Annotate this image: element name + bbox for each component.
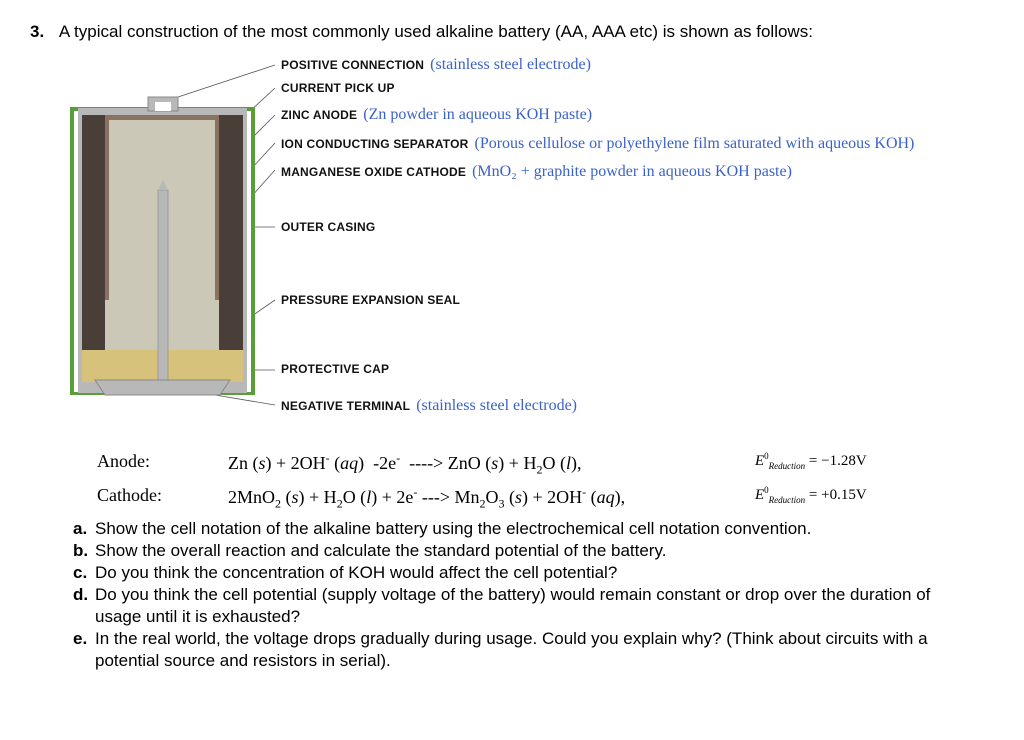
equation-segment: ), [570,453,582,473]
equation-segment: s [491,453,499,473]
equation-segment: 2 [536,462,543,477]
item-text: Show the cell notation of the alkaline battery using the electrochemical cell notation convention. [95,519,812,538]
item-key: e. [73,629,88,648]
label-name: PRESSURE EXPANSION SEAL [281,293,461,307]
e-symbol: E [755,453,765,469]
equation-segment: l [366,487,372,507]
label-name: PROTECTIVE CAP [281,362,390,376]
equation-segment: ) + 2e [371,487,414,507]
item-text: In the real world, the voltage drops gradually during usage. Could you explain why? (Think about circuits with a potential source and resistors in serial). [95,629,928,670]
equation-segment: ---> Mn [417,487,480,507]
diagram-label [281,163,792,181]
sub-question-a [73,518,975,540]
equation-segment: ) + H [298,487,337,507]
cathode-equation [228,485,625,512]
equation-segment: ), [614,487,626,507]
equation-segment: s [291,487,299,507]
item-key: d. [73,585,89,604]
equation-segment: ----> ZnO ( [400,453,492,473]
equation-segment: ) + 2OH [522,487,583,507]
item-key: b. [73,541,89,560]
e-sup: 0 [764,485,769,495]
label-note: (MnO₂ + graphite powder in aqueous KOH paste) [472,163,792,180]
sub-questions [73,518,975,672]
label-note: (Zn powder in aqueous KOH paste) [363,106,593,123]
equation-segment: - [582,485,587,499]
equation-segment: ) + 2OH [265,453,326,473]
item-key: c. [73,563,88,582]
diagram-label [281,293,460,307]
equation-segment: aq [596,487,615,507]
label-name: OUTER CASING [281,220,376,234]
diagram-label [281,81,395,95]
sub-question-c [73,562,975,584]
item-text: Show the overall reaction and calculate the standard potential of the battery. [95,541,667,560]
equation-segment: Zn ( [228,453,259,473]
equation-segment: l [565,453,571,473]
label-name: ZINC ANODE [281,108,358,122]
diagram-label [281,135,914,153]
equation-segment: 2 [275,496,282,511]
equation-segment: aq [340,453,359,473]
anode-e-value: = −1.28V [808,453,867,469]
label-name: NEGATIVE TERMINAL [281,399,411,413]
e-sub: Reduction [768,461,806,471]
equation-segment: s [514,487,522,507]
anode-label: Anode: [97,451,150,471]
equation-segment: ( [504,487,515,507]
equation-segment: 3 [498,496,505,511]
equation-segment: ) + H [498,453,537,473]
label-name: POSITIVE CONNECTION [281,58,425,72]
item-text: Do you think the cell potential (supply voltage of the battery) would remain constant or drop over the duration of usage until it is exhausted? [95,585,931,626]
anode-potential [755,451,867,471]
diagram-label [281,106,592,124]
anode-equation [228,451,581,478]
equation-segment: - [413,485,418,499]
label-name: MANGANESE OXIDE CATHODE [281,165,467,179]
e-symbol: E [755,487,765,503]
diagram-label [281,397,577,415]
sub-question-b [73,540,975,562]
diagram-label [281,56,591,74]
equation-segment: O ( [542,453,566,473]
cathode-e-value: = +0.15V [808,487,867,503]
label-name: ION CONDUCTING SEPARATOR [281,137,469,151]
equation-segment: ( [329,453,341,473]
sub-question-d [73,584,975,628]
diagram-label [281,220,375,234]
item-text: Do you think the concentration of KOH would affect the cell potential? [95,563,618,582]
equation-segment: 2 [479,496,486,511]
equation-segment: ( [281,487,292,507]
cathode-label: Cathode: [97,485,162,505]
question-text: A typical construction of the most commonly used alkaline battery (AA, AAA etc) is shown as follows: [58,22,813,41]
cathode-potential [755,485,867,505]
label-note: (stainless steel electrode) [416,397,578,414]
current-pickup [158,190,168,390]
question-number: 3. [30,22,45,41]
equation-segment: s [258,453,266,473]
equation-segment: 2 [336,496,343,511]
negative-terminal [95,380,230,395]
equation-segment: - [396,451,401,465]
sub-question-e [73,628,975,672]
label-note: (stainless steel electrode) [430,56,591,73]
label-name: CURRENT PICK UP [281,81,395,95]
diagram-label [281,362,389,376]
e-sub: Reduction [768,495,806,505]
e-sup: 0 [764,451,769,461]
equation-segment: ( [586,487,597,507]
equation-segment: 2MnO [228,487,276,507]
equation-segment: ) -2e [358,453,397,473]
equation-segment: - [325,451,330,465]
equation-segment: O [485,487,499,507]
equation-segment: O ( [342,487,367,507]
item-key: a. [73,519,88,538]
label-note: (Porous cellulose or polyethylene film saturated with aqueous KOH) [474,135,915,152]
